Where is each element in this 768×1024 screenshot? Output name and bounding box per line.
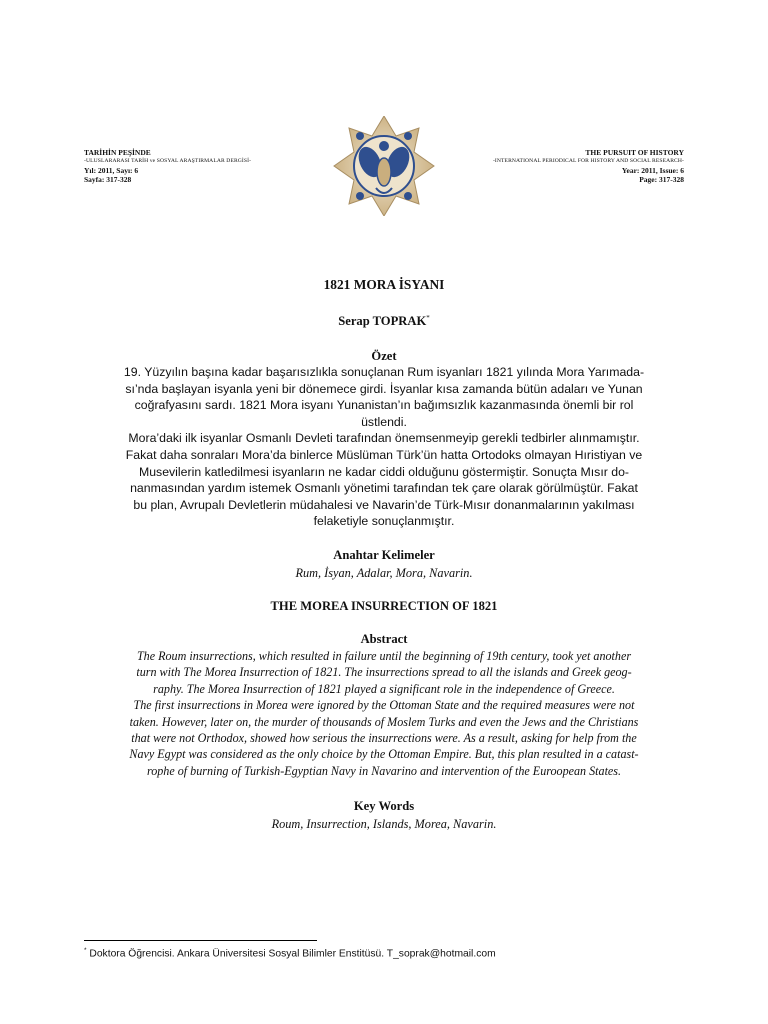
journal-header-left	[84, 148, 251, 184]
journal-header-right	[493, 148, 684, 184]
ozet-line: sı’nda başlayan isyanla yeni bir dönemece girdi. İsyanlar kısa zamanda bütün adaları ve Yunan	[125, 381, 643, 396]
abstract-line: turn with The Morea Insurrection of 1821. The insurrections spread to all the islands and Greek geog-	[136, 665, 632, 680]
pages-en: Page: 317-328	[639, 175, 684, 184]
english-title: THE MOREA INSURRECTION OF 1821	[270, 599, 498, 613]
pages-tr: Sayfa: 317-328	[84, 175, 132, 184]
footnote-text: Doktora Öğrencisi. Ankara Üniversitesi Sosyal Bilimler Enstitüsü. T_soprak@hotmail.com	[86, 948, 496, 960]
abstract-heading: Abstract	[360, 632, 408, 646]
keywords-tr: Rum, İsyan, Adalar, Mora, Navarin.	[295, 566, 473, 580]
keywords-tr-heading: Anahtar Kelimeler	[333, 548, 435, 562]
journal-name-tr: TARİHİN PEŞİNDE	[84, 148, 151, 157]
abstract-body	[88, 648, 680, 779]
ozet-line: Mora’daki ilk isyanlar Osmanlı Devleti tarafından önemsenmeyip gerekli tedbirler alınmamıştır.	[128, 431, 640, 446]
abstract-line: The first insurrections in Morea were ignored by the Ottoman State and the required measures were not	[133, 698, 635, 713]
year-issue-tr: Yıl: 2011, Sayı: 6	[84, 166, 139, 175]
abstract-line: raphy. The Morea Insurrection of 1821 played a significant role in the independence of Greece.	[153, 681, 615, 696]
footnote-rule	[84, 940, 317, 941]
ozet-line: nanmasından yardım istemek Osmanlı yönetimi tarafından tek çare olarak görülmüştür. Fakat	[130, 481, 638, 496]
ozet-body	[92, 364, 676, 530]
abstract-line: Navy Egypt was considered as the only choice by the Ottoman Empire. But, this plan resulted in a catast-	[129, 747, 639, 762]
footnote	[84, 947, 496, 959]
ozet-line: felaketiyle sonuçlanmıştır.	[313, 514, 455, 529]
author-footnote-mark: *	[426, 314, 430, 322]
ceramic-star-tile-icon	[326, 116, 442, 216]
journal-name-en: THE PURSUIT OF HISTORY	[585, 148, 684, 157]
ozet-line: bu plan, Avrupalı Devletlerin müdahalesi ve Navarin’de Türk-Mısır donanmalarının yakılması	[133, 497, 635, 512]
article-title: 1821 MORA İSYANI	[323, 277, 445, 292]
author	[84, 314, 684, 329]
keywords-en-heading: Key Words	[353, 799, 415, 813]
abstract-line: taken. However, later on, the murder of thousands of Moslem Turks and even the Jews and the Christians	[129, 714, 639, 729]
ozet-heading: Özet	[371, 349, 397, 363]
journal-subtitle-tr: -ULUSLARARASI TARİH ve SOSYAL ARAŞTIRMALAR DERGİSİ-	[84, 158, 252, 164]
year-issue-en: Year: 2011, Issue: 6	[621, 166, 684, 175]
ozet-line: Fakat daha sonraları Mora’da binlerce Müslüman Türk’ün hatta Ortodoks olmayan Hıristiyan ve	[125, 447, 643, 462]
footnote-mark: *	[84, 947, 87, 954]
author-name: Serap TOPRAK	[338, 314, 427, 329]
abstract-line: rophe of burning of Turkish-Egyptian Navy in Navarino and intervention of the Euroopean States.	[146, 763, 622, 778]
ozet-line: 19. Yüzyılın başına kadar başarısızlıkla sonuçlanan Rum isyanları 1821 yılında Mora Yarımada-	[123, 365, 645, 379]
abstract-line: that were not Orthodox, showed how serious the insurrections were. As a result, asking for help from the	[131, 731, 637, 746]
abstract-line: The Roum insurrections, which resulted in failure until the beginning of 19th century, took yet another	[136, 649, 632, 663]
journal-logo	[326, 116, 442, 216]
ozet-line: coğrafyasını sardı. 1821 Mora isyanı Yunanistan’ın bağımsızlık kazanmasında önemli bir rol	[134, 398, 634, 413]
journal-subtitle-en: -INTERNATIONAL PERIODICAL FOR HISTORY AND SOCIAL RESEARCH-	[492, 158, 684, 164]
keywords-en: Roum, Insurrection, Islands, Morea, Navarin.	[271, 817, 497, 831]
ozet-line: Musevilerin katledilmesi isyanların ne kadar ciddi olduğunu göstermiştir. Sonuçta Mısır do-	[138, 464, 630, 479]
ozet-line: üstlendi.	[361, 414, 407, 429]
